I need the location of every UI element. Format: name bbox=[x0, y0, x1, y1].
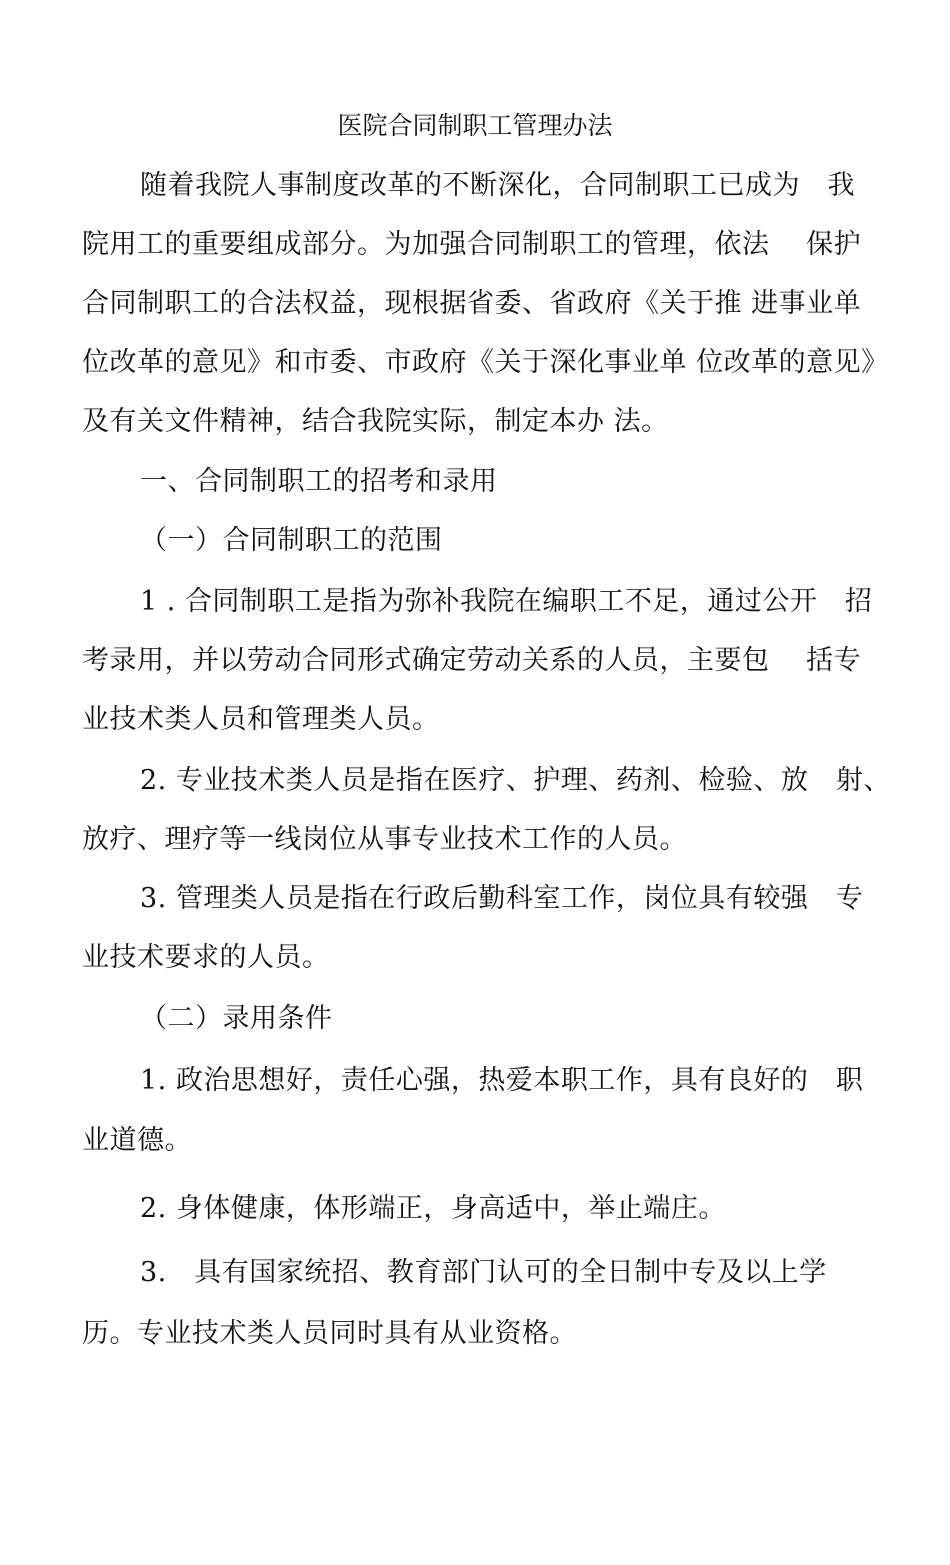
text-line: 2. 身体健康，体形端正，身高适中，举止端庄。 bbox=[140, 1193, 726, 1224]
text-line: 1 . 合同制职工是指为弥补我院在编职工不足，通过公开 招 bbox=[140, 586, 873, 617]
text-line: 2. 专业技术类人员是指在医疗、护理、药剂、检验、放 射、 bbox=[140, 765, 891, 796]
subsection-heading: （二）录用条件 bbox=[140, 1003, 333, 1034]
text-line: 院用工的重要组成部分。为加强合同制职工的管理，依法 保护 bbox=[82, 229, 862, 260]
text-line: 放疗、理疗等一线岗位从事专业技术工作的人员。 bbox=[82, 824, 687, 855]
text-line: 合同制职工的合法权益，现根据省委、省政府《关于推 进事业单 bbox=[82, 288, 862, 319]
text-line: 考录用，并以劳动合同形式确定劳动关系的人员，主要包 括专 bbox=[82, 645, 862, 676]
text-line: 位改革的意见》和市委、市政府《关于深化事业单 位改革的意见》 bbox=[82, 347, 889, 378]
text-line: 业技术要求的人员。 bbox=[82, 942, 330, 973]
text-line: 业道德。 bbox=[82, 1125, 192, 1156]
section-heading: 一、合同制职工的招考和录用 bbox=[140, 466, 498, 497]
text-line: 业技术类人员和管理类人员。 bbox=[82, 704, 440, 735]
text-line: 3. 具有国家统招、教育部门认可的全日制中专及以上学 bbox=[140, 1257, 827, 1288]
subsection-heading: （一）合同制职工的范围 bbox=[140, 525, 443, 556]
text-line: 及有关文件精神，结合我院实际，制定本办 法。 bbox=[82, 406, 669, 437]
text-line: 历。专业技术类人员同时具有从业资格。 bbox=[82, 1318, 577, 1349]
document-title: 医院合同制职工管理办法 bbox=[337, 111, 613, 140]
text-line: 3. 管理类人员是指在行政后勤科室工作，岗位具有较强 专 bbox=[140, 883, 864, 914]
text-line: 1. 政治思想好，责任心强，热爱本职工作，具有良好的 职 bbox=[140, 1065, 864, 1096]
text-line: 随着我院人事制度改革的不断深化，合同制职工已成为 我 bbox=[140, 170, 855, 201]
